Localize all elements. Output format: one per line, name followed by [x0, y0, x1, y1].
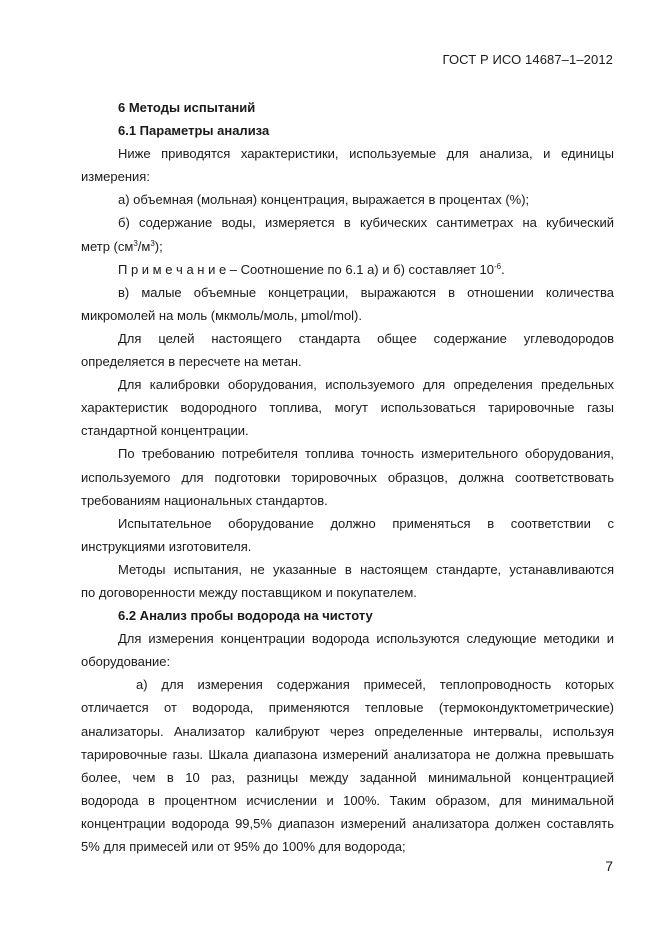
list-item-b: б) содержание воды, измеряется в кубических сантиметрах на кубический	[118, 215, 614, 231]
superscript: 3	[133, 238, 138, 248]
subsection-title-6-1: 6.1 Параметры анализа	[118, 123, 270, 139]
note-text: Соотношение по 6.1 а) и б) составляет 10	[237, 261, 494, 277]
paragraph-line: концентрации водорода 99,5% диапазон измерений анализатора должен составлять	[81, 815, 614, 831]
paragraph-line: определяется в пересчете на метан.	[81, 354, 302, 370]
paragraph-line: 5% для примесей или от 95% до 100% для водорода;	[81, 839, 406, 854]
paragraph-line: Методы испытания, не указанные в настоящем стандарте, устанавливаются	[118, 561, 614, 577]
document-header: ГОСТ Р ИСО 14687–1–2012	[442, 52, 613, 67]
note-end: .	[501, 261, 505, 277]
paragraph-line: Для измерения концентрации водорода используются следующие методики и	[118, 631, 614, 647]
list-item-v: в) малые объемные концетрации, выражаются в отношении количества	[118, 284, 614, 300]
paragraph-line: инструкциями изготовителя.	[81, 538, 252, 554]
paragraph-line: по договоренности между поставщиком и покупателем.	[81, 584, 417, 600]
paragraph-line: По требованию потребителя топлива точность измерительного оборудования,	[118, 446, 614, 462]
list-item-b-cont	[81, 235, 614, 258]
paragraph-line: стандартной концентрации.	[81, 423, 249, 439]
unit-text: /м	[137, 238, 151, 254]
paragraph-line: используемого для подготовки торировочных образцов, должна соответствовать	[81, 469, 614, 485]
paragraph-line: водорода в процентном исчислении и 100%. Таким образом, для минимальной	[81, 792, 614, 808]
unit-text: метр (см	[81, 238, 134, 254]
subsection-title-6-2: 6.2 Анализ пробы водорода на чистоту	[118, 608, 373, 624]
note-label: П р и м е ч а н и е –	[118, 261, 238, 277]
paragraph-line: отличается от водорода, применяются тепловые (термокондуктометрические)	[81, 700, 614, 716]
list-item-v-cont: микромолей на моль (мкмоль/моль, μmol/mol).	[81, 307, 362, 323]
paragraph-line: Испытательное оборудование должно применяться в соответствии с	[118, 515, 614, 531]
paragraph-line: Для целей настоящего стандарта общее содержание углеводородов	[118, 330, 614, 346]
note	[81, 258, 614, 281]
paragraph-line: оборудование:	[81, 654, 171, 670]
paragraph-line: анализаторы. Анализатор калибруют через определенные интервалы, используя	[81, 723, 614, 739]
paragraph-line: измерения:	[81, 169, 150, 185]
paragraph-line: требованиям национальных стандартов.	[81, 492, 328, 508]
list-item-a: а) объемная (мольная) концентрация, выражается в процентах (%);	[118, 192, 530, 208]
unit-text: );	[154, 238, 163, 254]
paragraph-line: Ниже приводятся характеристики, используемые для анализа, и единицы	[118, 146, 614, 162]
section-title: 6 Методы испытаний	[118, 100, 256, 115]
paragraph-line: тарировочные газы. Шкала диапазона измерений анализатора не должна превышать	[81, 746, 614, 762]
superscript: 3	[150, 238, 155, 248]
list-item-a2: а) для измерения содержания примесей, теплопроводность которых	[136, 677, 614, 693]
superscript: -6	[493, 261, 502, 271]
paragraph-line: более, чем в 10 раз, разницы между заданной минимальной концентрацией	[81, 769, 614, 785]
paragraph-line: характеристик водородного топлива, могут использоваться тарировочные газы	[81, 400, 614, 416]
paragraph-line: Для калибровки оборудования, используемого для определения предельных	[118, 377, 614, 393]
page-number: 7	[605, 858, 613, 874]
document-body	[81, 96, 614, 858]
